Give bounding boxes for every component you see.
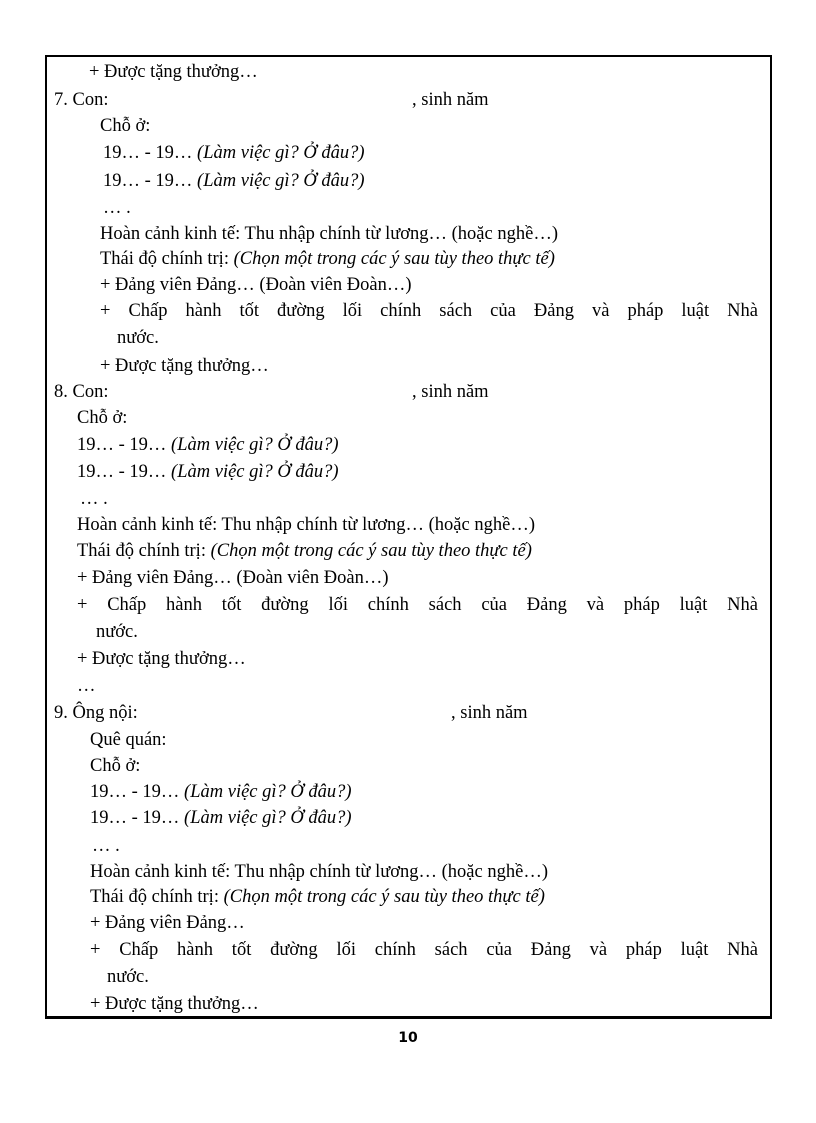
year-range: 19… - 19… <box>103 171 193 191</box>
page-number: 10 <box>398 1030 418 1046</box>
work-history-line <box>77 460 339 484</box>
political-hint: (Chọn một trong các ý sau tùy theo thực tế) <box>223 887 545 907</box>
residence-label: Chỗ ở: <box>100 116 151 136</box>
award-line: + Được tặng thưởng… <box>100 356 269 376</box>
work-hint: (Làm việc gì? Ở đâu?) <box>171 462 339 482</box>
work-hint: (Làm việc gì? Ở đâu?) <box>197 143 365 163</box>
political-attitude-line <box>100 247 555 271</box>
economic-status-line: Hoàn cảnh kinh tế: Thu nhập chính từ lương… (hoặc nghề…) <box>90 862 548 882</box>
political-label: Thái độ chính trị: <box>90 887 219 907</box>
party-member-line: + Đảng viên Đảng… <box>90 913 245 933</box>
birth-year-label: , sinh năm <box>412 382 489 402</box>
work-hint: (Làm việc gì? Ở đâu?) <box>184 782 352 802</box>
work-history-line <box>103 141 365 165</box>
party-member-line: + Đảng viên Đảng… (Đoàn viên Đoàn…) <box>77 568 389 588</box>
work-hint: (Làm việc gì? Ở đâu?) <box>171 435 339 455</box>
section-8-heading: 8. Con: <box>54 382 109 402</box>
award-line: + Được tặng thưởng… <box>89 62 258 82</box>
policy-compliance-cont: nước. <box>96 622 138 642</box>
residence-label: Chỗ ở: <box>90 756 141 776</box>
award-line: + Được tặng thưởng… <box>90 994 259 1014</box>
work-history-line <box>77 433 339 457</box>
year-range: 19… - 19… <box>90 782 180 802</box>
political-hint: (Chọn một trong các ý sau tùy theo thực tế) <box>233 249 555 269</box>
birth-year-label: , sinh năm <box>412 90 489 110</box>
birth-year-label: , sinh năm <box>451 703 528 723</box>
policy-compliance-cont: nước. <box>107 967 149 987</box>
ellipsis-line: … . <box>103 198 131 218</box>
work-history-line <box>103 169 365 193</box>
political-hint: (Chọn một trong các ý sau tùy theo thực tế) <box>210 541 532 561</box>
policy-compliance-line: + Chấp hành tốt đường lối chính sách của Đảng và pháp luật Nhà <box>100 301 758 321</box>
year-range: 19… - 19… <box>77 435 167 455</box>
political-label: Thái độ chính trị: <box>77 541 206 561</box>
policy-compliance-cont: nước. <box>117 328 159 348</box>
policy-compliance-line: + Chấp hành tốt đường lối chính sách của Đảng và pháp luật Nhà <box>90 940 758 960</box>
year-range: 19… - 19… <box>77 462 167 482</box>
year-range: 19… - 19… <box>90 808 180 828</box>
economic-status-line: Hoàn cảnh kinh tế: Thu nhập chính từ lương… (hoặc nghề…) <box>77 515 535 535</box>
economic-status-line: Hoàn cảnh kinh tế: Thu nhập chính từ lương… (hoặc nghề…) <box>100 224 558 244</box>
residence-label: Chỗ ở: <box>77 408 128 428</box>
year-range: 19… - 19… <box>103 143 193 163</box>
section-9-heading: 9. Ông nội: <box>54 703 138 723</box>
section-7-heading: 7. Con: <box>54 90 109 110</box>
political-attitude-line <box>77 539 532 563</box>
work-hint: (Làm việc gì? Ở đâu?) <box>197 171 365 191</box>
party-member-line: + Đảng viên Đảng… (Đoàn viên Đoàn…) <box>100 275 412 295</box>
ellipsis-line: … . <box>80 489 108 509</box>
work-hint: (Làm việc gì? Ở đâu?) <box>184 808 352 828</box>
work-history-line <box>90 806 352 830</box>
hometown-label: Quê quán: <box>90 730 167 750</box>
political-attitude-line <box>90 885 545 909</box>
ellipsis-line: … . <box>92 836 120 856</box>
work-history-line <box>90 780 352 804</box>
ellipsis-line: … <box>77 676 96 696</box>
award-line: + Được tặng thưởng… <box>77 649 246 669</box>
political-label: Thái độ chính trị: <box>100 249 229 269</box>
policy-compliance-line: + Chấp hành tốt đường lối chính sách của Đảng và pháp luật Nhà <box>77 595 758 615</box>
